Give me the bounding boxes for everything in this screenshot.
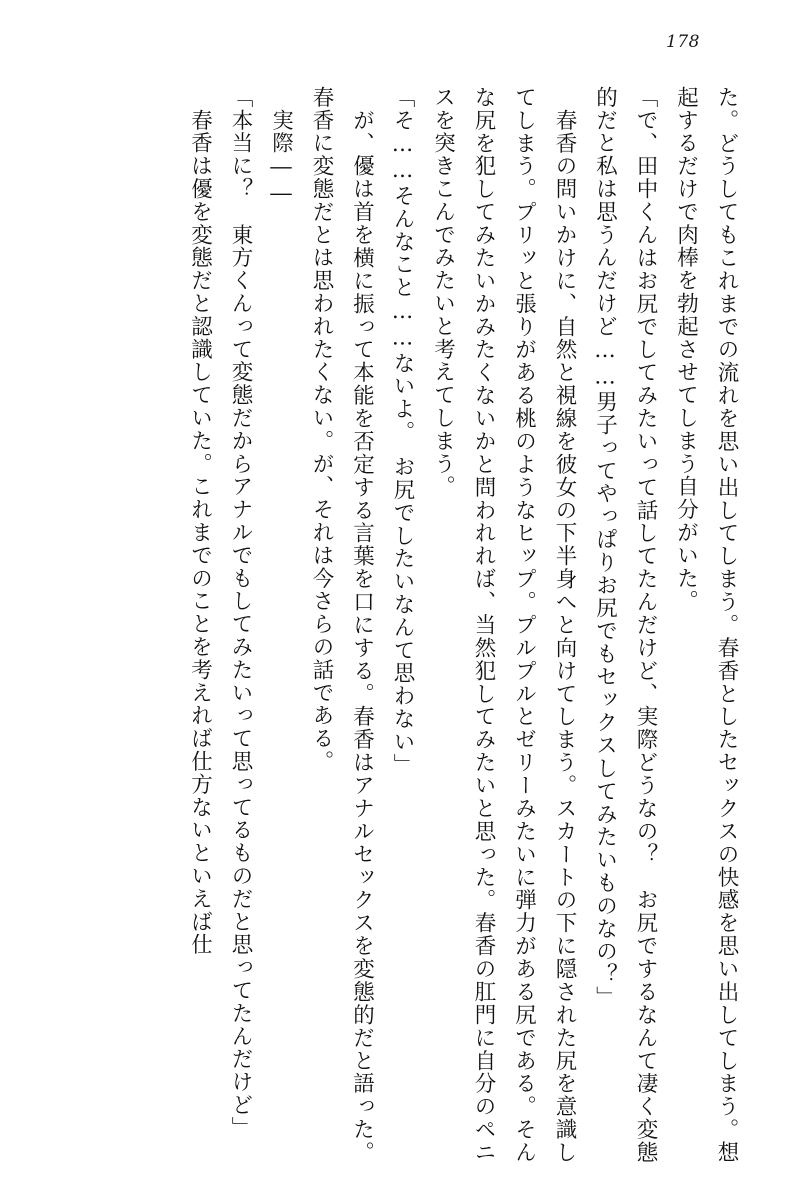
paragraph: 春香は優を変態だと認識していた。これまでのことを考えれば仕方ないといえば仕	[187, 86, 213, 957]
paragraph: が、優は首を横に振って本能を否定する言葉を口にする。春香はアナルセックスを変態的だと語った。春香に変態だとは思われたくない。が、それは今さらの話である。	[309, 86, 375, 1164]
paragraph: 春香の問いかけに、自然と視線を彼女の下半身へと向けてしまう。スカートの下に隠された尻を意識してしまう。プリッと張りがある桃のようなヒップ。プルプルとゼリーみたいに弾力がある尻である。そんな尻を犯してみたいかみたくないかと問われれば、当然犯してみたいと思った。春香の肛門に自分のペニスを突きこんでみたいと考えてしまう。	[430, 86, 577, 1164]
body-text-block	[42, 86, 746, 1164]
paragraph: 実際――	[268, 86, 294, 208]
paragraph: 「本当に？ 東方くんって変態だからアナルでもしてみたいって思ってるものだと思ってたんだけど」	[228, 86, 253, 1140]
paragraph: た。どうしてもこれまでの流れを思い出してしまう。春香としたセックスの快感を思い出してしまう。想起するだけで肉棒を勃起させてしまう自分がいた。	[673, 86, 739, 1164]
paragraph: 「そ……そんなこと……ないよ。 お尻でしたいなんて思わない」	[390, 86, 415, 777]
paragraph: 「で、田中くんはお尻でしてみたいって話してたんだけど、実際どうなの？ お尻でするなんて凄く変態的だと私は思うんだけど……男子ってやっぱりお尻でもセックスしてみたいものなの？」	[592, 86, 658, 1164]
page-number: 178	[666, 32, 700, 52]
